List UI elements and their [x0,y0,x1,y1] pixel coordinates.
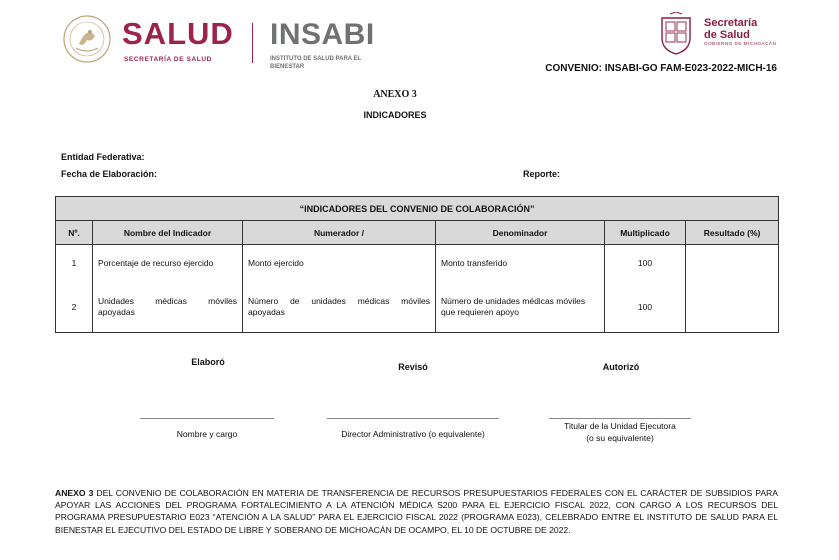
mexico-coat-of-arms-icon [62,14,112,64]
cell-denominador: Número de unidades médicas móviles que requieren apoyo [436,283,605,333]
entidad-federativa-label: Entidad Federativa: [61,152,145,162]
elaboro-signature-line [140,418,274,419]
footer-lead: ANEXO 3 [55,488,94,498]
michoacan-crest-icon [658,12,694,56]
reporte-label: Reporte: [523,169,561,179]
annex-title: ANEXO 3 [373,89,417,100]
table-title-row [56,197,779,221]
cell-num: 1 [56,245,93,283]
table-row [56,245,779,283]
cell-nombre: Porcentaje de recurso ejercido [93,245,243,283]
michoacan-title-line1: Secretaría [704,17,758,29]
table-header-row [56,221,779,245]
header-resultado: Resultado (%) [686,221,779,245]
cell-num: 2 [56,283,93,333]
fecha-elaboracion-label: Fecha de Elaboración: [61,169,158,179]
header-numerador: Numerador / [243,221,436,245]
cell-numerador: Número de unidades médicas móviles apoyadas [243,283,436,333]
header-num: Nº. [56,221,93,245]
autorizo-signature-line [549,418,691,419]
michoacan-title-line2: de Salud [704,29,750,42]
reviso-label: Revisó [398,362,428,372]
header-multiplicado: Multiplicado [605,221,686,245]
table-title: “INDICADORES DEL CONVENIO DE COLABORACIÓN” [56,197,779,221]
table-row [56,283,779,333]
indicators-table [55,196,779,333]
autorizo-role-line1: Titular de la Unidad Ejecutora [564,421,676,431]
cell-multiplicado: 100 [605,245,686,283]
convenio-number: CONVENIO: INSABI-GO FAM-E023-2022-MICH-16 [545,63,777,74]
salud-logo-text: SALUD [122,16,234,51]
footer-paragraph [55,487,778,536]
autorizo-role [540,421,700,445]
michoacan-subtitle: GOBIERNO DE MICHOACÁN [704,41,777,46]
reviso-signature-line [327,418,499,419]
annex-subtitle: INDICADORES [363,110,427,120]
header-denominador: Denominador [436,221,605,245]
cell-nombre: Unidades médicas móviles apoyadas [93,283,243,333]
elaboro-role: Nombre y cargo [176,429,238,439]
insabi-logo-subtitle: INSTITUTO DE SALUD PARA EL BIENESTAR [270,56,362,70]
autorizo-role-line2: (o su equivalente) [586,432,654,443]
footer-body: DEL CONVENIO DE COLABORACIÓN EN MATERIA DE TRANSFERENCIA DE RECURSOS PRESUPUESTARIOS FEDERALES CON EL CARÁCTER DE SUBSIDIOS PARA APOYAR LAS ACCIONES DEL PROGRAMA FORTALECIMIENTO A LA ATENCIÓN MÉDICA S200 PARA EL EJERCICIO FISCAL 2022, CON CARGO A LOS RECURSOS DEL PROGRAMA PRESUPUESTARIO E023 “ATENCIÓN A LA SALUD” PARA EL EJERCICIO FISCAL 2022 (PROGRAMA E023), CELEBRADO ENTRE EL INSTITUTO DE SALUD PARA EL BIENESTAR EL EJECUTIVO DEL ESTADO DE LIBRE Y SOBERANO DE MICHOACÁN DE OCAMPO, EL 10 DE OCTUBRE DE 2022. [55,488,778,535]
elaboro-label: Elaboró [191,357,225,367]
cell-multiplicado: 100 [605,283,686,333]
cell-denominador: Monto transferido [436,245,605,283]
header-nombre: Nombre del Indicador [93,221,243,245]
cell-resultado [686,245,779,283]
autorizo-label: Autorizó [602,362,640,372]
reviso-role: Director Administrativo (o equivalente) [341,429,485,439]
salud-logo-subtitle: SECRETARÍA DE SALUD [124,56,212,63]
michoacan-title [704,17,757,41]
insabi-logo-text: INSABI [270,18,375,51]
cell-numerador: Monto ejercido [243,245,436,283]
header-divider [252,23,253,63]
cell-resultado [686,283,779,333]
